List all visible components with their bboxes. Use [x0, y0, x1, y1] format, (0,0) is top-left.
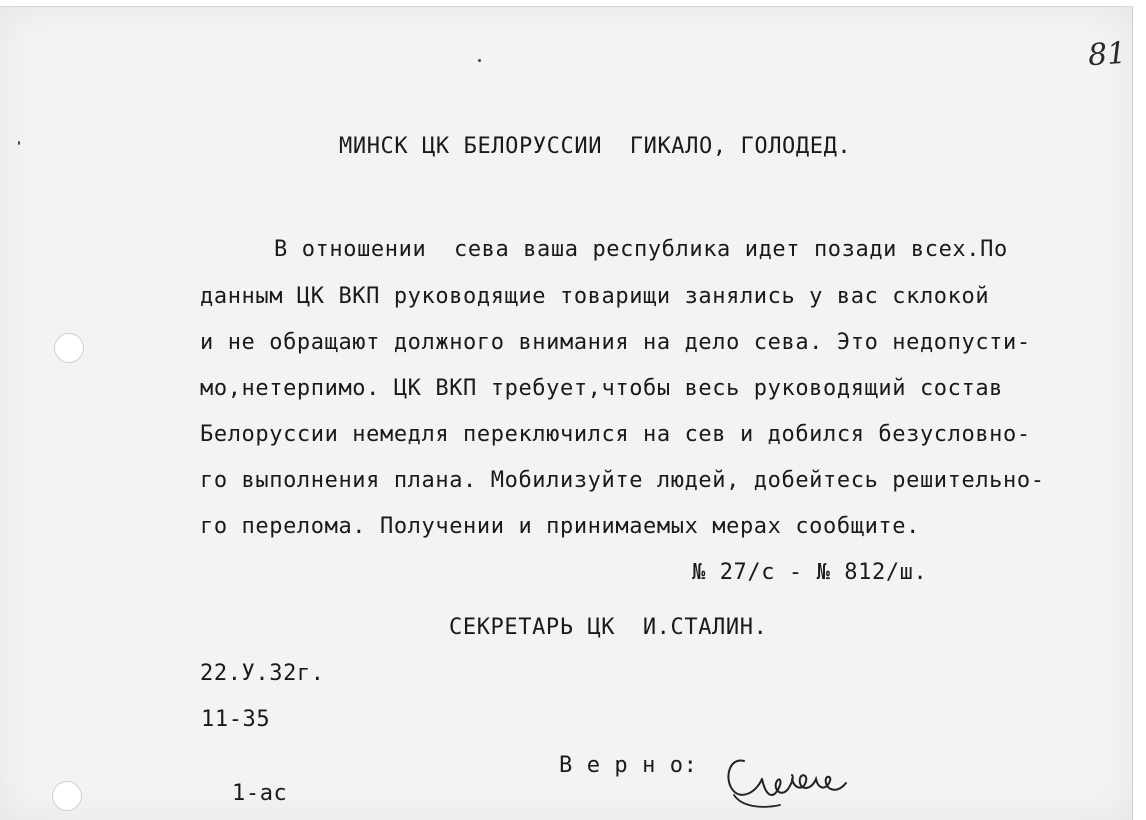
punch-hole-lower	[52, 781, 82, 811]
punch-hole-upper	[54, 333, 84, 363]
ink-speck	[478, 59, 481, 62]
page-number: 81	[1086, 35, 1128, 74]
body-line: В отношении сева ваша республика идет позади всех.По	[274, 237, 1008, 262]
telegram-header: МИНСК ЦК БЕЛОРУССИИ ГИКАЛО, ГОЛОДЕД.	[339, 134, 852, 159]
ink-speck	[18, 141, 20, 145]
body-line: го перелома. Получении и принимаемых мерах сообщите.	[200, 514, 920, 539]
handwritten-signature	[722, 749, 858, 813]
date: 22.У.32г.	[200, 661, 325, 686]
certification-label: В е р н о:	[559, 753, 698, 778]
body-line: мо,нетерпимо. ЦК ВКП требует,чтобы весь руководящий состав	[200, 376, 1004, 401]
body-line: данным ЦК ВКП руководящие товарищи занялись у вас склокой	[200, 284, 990, 309]
body-line: го выполнения плана. Мобилизуйте людей, добейтесь решительно-	[200, 468, 1045, 493]
signatory-line: СЕКРЕТАРЬ ЦК И.СТАЛИН.	[449, 615, 768, 640]
copy-code: 1-ас	[232, 781, 288, 806]
reference-numbers: № 27/с - № 812/ш.	[692, 560, 928, 585]
body-line: Белоруссии немедля переключился на сев и добился безусловно-	[200, 422, 1031, 447]
document-sheet	[0, 6, 1133, 820]
body-line: и не обращают должного внимания на дело сева. Это недопусти-	[200, 330, 1031, 355]
time: 11-35	[201, 707, 271, 732]
